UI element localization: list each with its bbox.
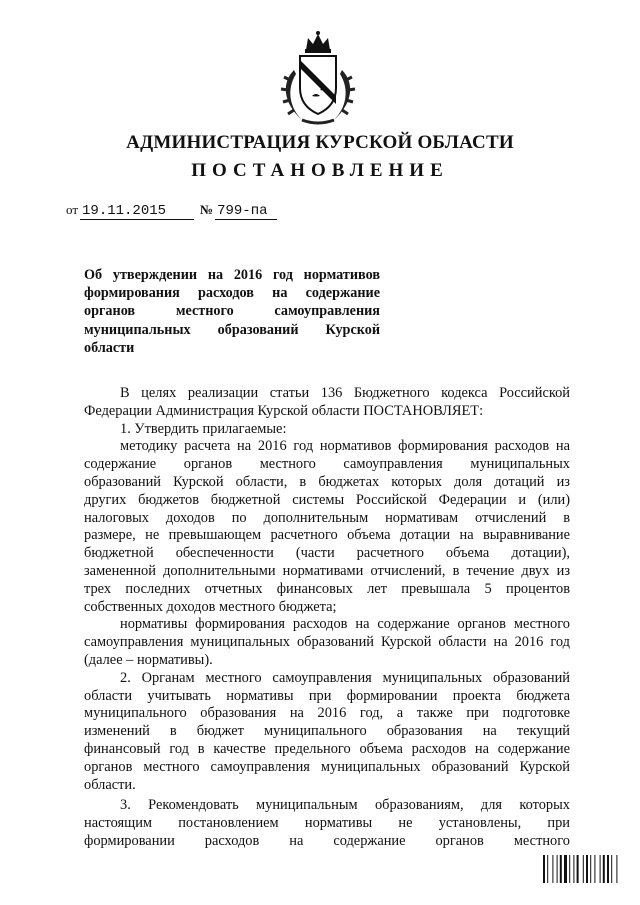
document-type: ПОСТАНОВЛЕНИЕ [191,160,449,181]
body-line: самоуправления муниципальных образований Курской области на 2016 год [84,634,570,651]
crown-icon [305,31,331,53]
body-line: собственных доходов местного бюджета; [84,598,337,615]
body-line: области. [84,776,136,793]
body-line: 1. Утвердить прилагаемые: [120,420,287,437]
title-line: муниципальных образований Курской [84,321,380,338]
body-line: бюджетной обеспеченности (части расчетного объема дотации), [84,545,570,562]
document-body [84,385,570,851]
body-line: других бюджетов бюджетной системы Российской Федерации и (или) [84,491,570,508]
body-line: финансовый год в качестве предельного объема расходов на содержание [84,740,570,757]
coat-of-arms-emblem [272,30,364,128]
date-number-line [66,202,277,220]
body-line: изменений в бюджет муниципального образования на текущий [84,723,570,740]
title-line: Об утверждении на 2016 год нормативов [84,267,380,283]
body-line: налоговых доходов по дополнительным нормативам отчислений в [84,509,570,526]
body-line: формировании расходов на содержание органов местного [84,832,570,849]
body-line: содержание органов местного самоуправления муниципальных [84,456,570,473]
body-line: 2. Органам местного самоуправления муниципальных образований [120,669,570,686]
number-prefix: № [200,202,214,217]
body-line: образований Курской области, в бюджетах которых доля дотаций из [84,473,570,490]
body-line: нормативы формирования расходов на содержание органов местного [120,616,570,633]
document-number: 799-па [215,203,277,220]
title-line: области [84,339,135,356]
date-prefix: от [66,202,79,217]
title-line: органов местного самоуправления [84,303,380,320]
barcode-icon [543,855,631,883]
body-line: муниципального образования на 2016 год, а также при подготовке [84,705,570,722]
document-title [84,266,380,357]
body-line: методику расчета на 2016 год нормативов формирования расходов на [120,438,570,455]
body-line: (далее – нормативы). [84,651,213,668]
body-line: трех последних отчетных финансовых лет превышала 5 процентов [84,580,570,597]
body-line: настоящим постановлением нормативы не установлены, при [84,815,570,832]
body-line: области учитывать нормативы при формировании проекта бюджета [84,687,570,704]
document-date: 19.11.2015 [80,203,194,220]
body-line: замененной дополнительными нормативами отчислений, в течение двух из [84,562,570,579]
title-line: формирования расходов на содержание [84,285,380,302]
body-line: В целях реализации статьи 136 Бюджетного кодекса Российской [120,385,570,401]
body-line: органов местного самоуправления муниципальных образований Курской [84,758,570,775]
organization-name: АДМИНИСТРАЦИЯ КУРСКОЙ ОБЛАСТИ [126,132,514,153]
body-line: 3. Рекомендовать муниципальным образованиям, для которых [120,797,570,814]
body-line: размере, не превышающем расчетного объема дотации на выравнивание [84,527,570,544]
body-line: Федерации Администрация Курской области ПОСТАНОВЛЯЕТ: [84,402,484,419]
